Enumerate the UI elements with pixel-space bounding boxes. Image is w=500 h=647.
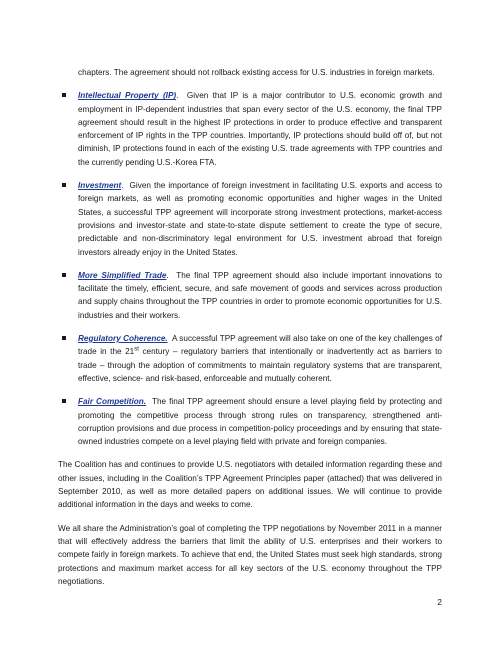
bullet-text: Given that IP is a major contributor to U.S. economic growth and employment in IP-dependent industries that span every sector of the U.S. economy, the final TPP agreement should result in the highest IP protections in order to produce effective and transparent enforcement of IP rights in the TPP countries. Importantly, IP protections should build off of, but not diminish, IP protections found in each of the existing U.S. trade agreements with TPP countries and the currently pending U.S.-Korea FTA. <box>78 91 442 167</box>
body-paragraph: We all share the Administration’s goal of completing the TPP negotiations by November 2011 in a manner that will effectively address the barriers that limit the ability of U.S. enterprises and their workers to compete fairly in foreign markets. To achieve that end, the United States must seek high standards, strong protections and maximum market access for all key sectors of the U.S. economy throughout the TPP negotiations. <box>58 523 442 586</box>
bullet-title: Fair Competition. <box>78 397 147 407</box>
bullet-item-regulatory-coherence <box>58 332 442 385</box>
bullet-text: The final TPP agreement should also include important innovations to facilitate the timely, efficient, secure, and safe movement of goods and services across production and supply chains throughout the TPP countries in order to promote economic opportunities for U.S. industries and their workers. <box>78 270 442 320</box>
bullet-text: The final TPP agreement should ensure a level playing field by protecting and promoting the competitive process through strong rules on transparency, strengthened anti-corruption provisions and due process in competition-policy proceedings and by ensuring that state-owned industries compete on a level playing field with private and foreign companies. <box>78 397 442 447</box>
bullet-title: Intellectual Property (IP) <box>78 91 177 101</box>
bullet-square-icon <box>62 273 66 277</box>
bullet-item-investment: Investment. Given the importance of foreign investment in facilitating U.S. exports and access to foreign markets, as well as promoting economic opportunities and higher wages in the United States, a successful TPP agreement will incorporate strong investment protections, market-access provisions and investor-state and state-to-state dispute settlement to create the type of secure, predictable and non-discriminatory legal environment for U.S. investment abroad that foreign investors already enjoy in the United States. <box>58 179 442 259</box>
bullet-title: Investment <box>78 181 122 191</box>
bullet-text-b: century – regulatory barriers that intentionally or inadvertently act as barriers to trade – through the adoption of commitments to maintain regulatory systems that are transparent, effective, science- and risk-based, enforceable and mutually coherent. <box>78 347 442 383</box>
bullet-item-simplified-trade: More Simplified Trade. The final TPP agreement should also include important innovations to facilitate the timely, efficient, secure, and safe movement of goods and services across production and supply chains throughout the TPP countries in order to promote economic opportunities for U.S. industries and their workers. <box>58 269 442 322</box>
carryover-text: chapters. The agreement should not rollback existing access for U.S. industries in foreign markets. <box>78 68 435 77</box>
page-number: 2 <box>437 597 442 607</box>
bullet-item-fair-competition <box>58 395 442 448</box>
bullet-item-ip: Intellectual Property (IP). Given that IP is a major contributor to U.S. economic growth and employment in IP-dependent industries that span every sector of the U.S. economy, the final TPP agreement should result in the highest IP protections in order to produce effective and transparent enforcement of IP rights in the TPP countries. Importantly, IP protections should build off of, but not diminish, IP protections found in each of the existing U.S. trade agreements with TPP countries and the currently pending U.S.-Korea FTA. <box>58 89 442 169</box>
bullet-title: Regulatory Coherence. <box>78 334 168 344</box>
body-paragraph: The Coalition has and continues to provide U.S. negotiators with detailed information regarding these and other issues, including in the Coalition’s TPP Agreement Principles paper (attached) that was delivered in September 2010, as well as more detailed papers on additional issues. We will continue to provide additional information in the days and weeks to come. <box>58 460 442 510</box>
bullet-title: More Simplified Trade <box>78 270 167 280</box>
ordinal-suffix: st <box>134 346 139 353</box>
bullet-text-a: A successful TPP agreement will also take on one of the key challenges of trade in the 21 <box>78 334 442 357</box>
bullet-text: Given the importance of foreign investment in facilitating U.S. exports and access to foreign markets, as well as promoting economic opportunities and higher wages in the United States, a successful TPP agreement will incorporate strong investment protections, market-access provisions and investor-state and state-to-state dispute settlement to create the type of secure, predictable and non-discriminatory legal environment for U.S. investment abroad that foreign investors already enjoy in the United States. <box>78 181 442 257</box>
bullet-square-icon <box>62 336 66 340</box>
bullet-square-icon <box>62 93 66 97</box>
bullet-square-icon <box>62 399 66 403</box>
bullet-square-icon <box>62 183 66 187</box>
